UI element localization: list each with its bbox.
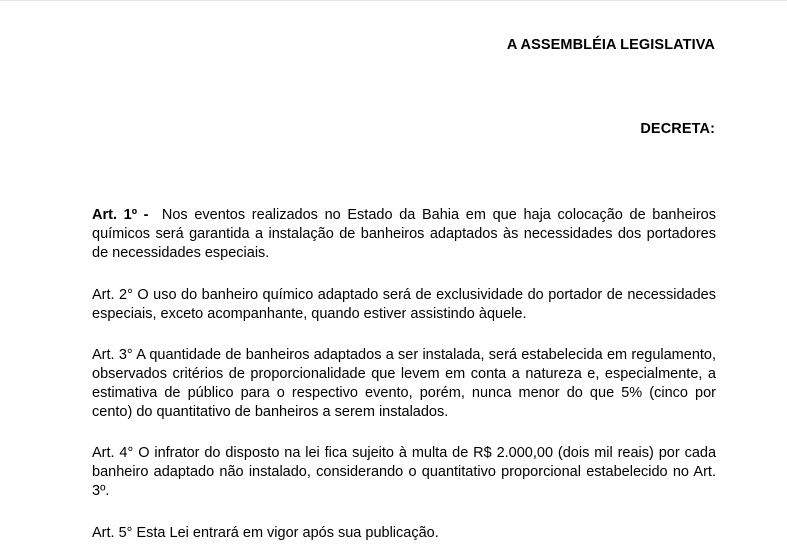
article-5 xyxy=(92,524,716,543)
article-3-text: A quantidade de banheiros adaptados a ser instalada, será estabelecida em regulamento, observados critérios de proporcionalidade que levem em conta a natureza e, especialmente, a estimativa de público para o respectivo evento, porém, nunca menor do que 5% (cinco por cento) do quantitativo de banheiros a serem instalados. xyxy=(92,347,717,420)
article-5-label: Art. 5° xyxy=(92,525,133,541)
article-1 xyxy=(92,206,716,263)
page-top-border xyxy=(0,0,787,1)
article-2-text: O uso do banheiro químico adaptado será de exclusividade do portador de necessidades especiais, exceto acompanhante, quando estiver assistindo àquele. xyxy=(92,287,716,322)
article-5-text: Esta Lei entrará em vigor após sua publicação. xyxy=(136,525,439,541)
article-2 xyxy=(92,286,716,324)
article-3 xyxy=(92,346,716,422)
decree-heading: DECRETA: xyxy=(640,121,715,137)
article-4-label: Art. 4° xyxy=(92,445,134,461)
article-1-label: Art. 1º - xyxy=(92,207,149,223)
article-1-text: Nos eventos realizados no Estado da Bahia em que haja colocação de banheiros químicos será garantida a instalação de banheiros adaptados às necessidades dos portadores de necessidades especiais. xyxy=(92,207,716,261)
article-4 xyxy=(92,444,716,501)
legislative-assembly-heading: A ASSEMBLÉIA LEGISLATIVA xyxy=(506,37,715,53)
article-2-label: Art. 2° xyxy=(92,287,133,303)
article-3-label: Art. 3° xyxy=(92,347,133,363)
article-4-text: O infrator do disposto na lei fica sujeito à multa de R$ 2.000,00 (dois mil reais) por cada banheiro adaptado não instalado, considerando o quantitativo proporcional estabelecido no Art. 3º. xyxy=(92,445,717,499)
